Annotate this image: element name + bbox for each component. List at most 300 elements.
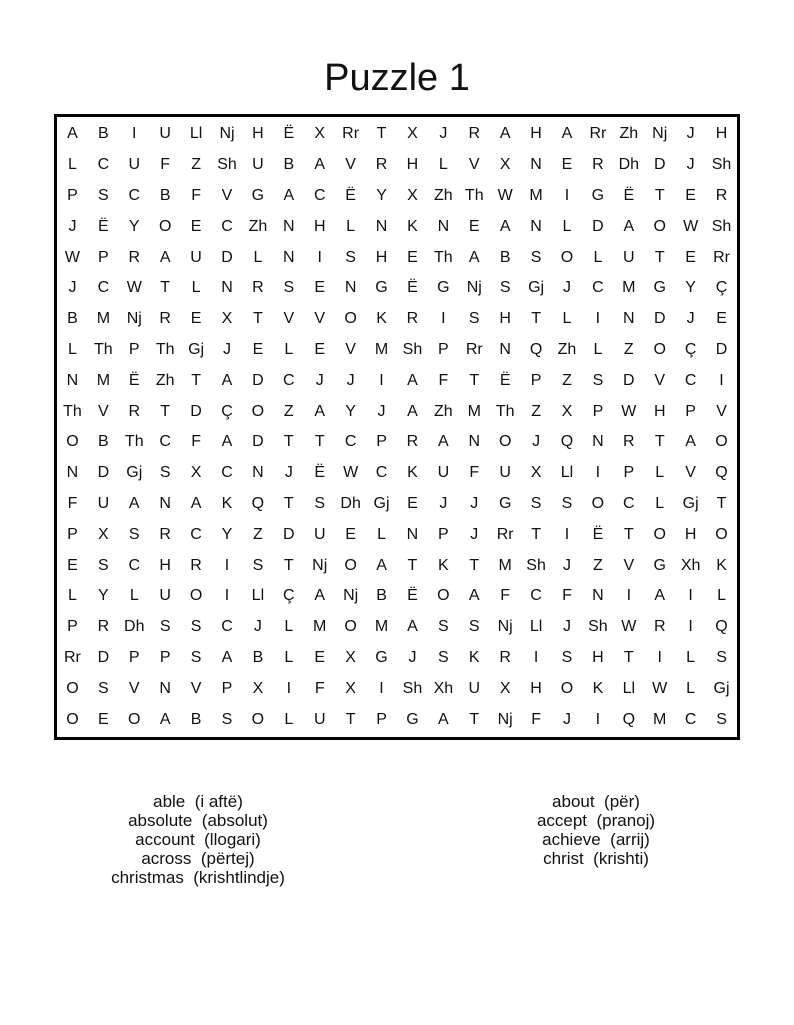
grid-cell: U [313, 525, 326, 543]
grid-cell: G [406, 710, 419, 728]
grid-cell: C [623, 494, 635, 512]
grid-cell: J [562, 618, 571, 636]
grid-cell: Th [464, 186, 484, 204]
grid-cell: Dh [340, 494, 361, 512]
grid-cell: L [377, 525, 386, 543]
grid-cell: U [190, 248, 202, 266]
grid-cell: N [375, 217, 388, 235]
grid-cell: Ë [499, 371, 511, 389]
grid-cell: W [621, 618, 637, 636]
grid-cell: Nj [497, 710, 513, 728]
grid-cell: L [438, 156, 448, 174]
grid-cell: M [467, 402, 481, 420]
grid-cell: T [160, 279, 171, 297]
grid-cell: I [132, 125, 137, 143]
grid-cell: T [623, 525, 634, 543]
grid-cell: X [407, 125, 418, 143]
grid-cell: X [561, 402, 573, 420]
grid-cell: S [468, 310, 480, 328]
grid-cell: A [159, 248, 171, 266]
grid-cell: H [159, 556, 171, 574]
grid-cell: S [190, 618, 202, 636]
grid-cell: L [717, 587, 726, 605]
grid-cell: E [314, 648, 326, 666]
grid-cell: R [159, 525, 171, 543]
grid-cell: E [685, 186, 696, 204]
grid-cell: G [591, 186, 605, 204]
grid-cell: G [375, 279, 388, 297]
grid-cell: E [685, 248, 696, 266]
grid-cell: R [97, 618, 110, 636]
grid-cell: C [128, 556, 141, 574]
grid-cell: S [252, 556, 264, 574]
grid-cell: N [437, 217, 450, 235]
grid-cell: T [654, 433, 665, 451]
grid-cell: T [716, 494, 727, 512]
grid-cell: L [68, 587, 77, 605]
grid-cell: A [407, 618, 418, 636]
grid-cell: K [438, 556, 449, 574]
grid-cell: Sh [588, 618, 608, 636]
grid-cell: T [654, 186, 665, 204]
grid-cell: O [251, 402, 265, 420]
grid-cell: T [531, 310, 541, 328]
grid-cell: X [190, 464, 202, 482]
grid-cell: Sh [526, 556, 546, 574]
grid-cell: G [251, 186, 265, 204]
grid-cell: L [68, 156, 77, 174]
grid-cell: J [532, 433, 541, 451]
grid-cell: Y [98, 587, 109, 605]
grid-cell: Ll [251, 587, 265, 605]
grid-cell: X [314, 125, 326, 143]
grid-cell: R [406, 433, 419, 451]
grid-cell: J [408, 648, 417, 666]
grid-cell: Nj [219, 125, 235, 143]
grid-cell: A [407, 371, 418, 389]
grid-cell: Ë [407, 587, 418, 605]
grid-cell: H [592, 648, 604, 666]
grid-cell: X [98, 525, 109, 543]
grid-cell: L [346, 217, 356, 235]
grid-cell: R [375, 156, 388, 174]
grid-cell: A [128, 494, 140, 512]
grid-cell: U [468, 679, 481, 697]
grid-cell: O [715, 525, 728, 543]
grid-cell: O [66, 710, 79, 728]
grid-cell: N [66, 464, 79, 482]
grid-cell: T [469, 556, 480, 574]
grid-cell: G [653, 279, 666, 297]
grid-cell: L [284, 618, 294, 636]
grid-cell: M [374, 618, 389, 636]
grid-cell: D [653, 310, 666, 328]
grid-cell: J [439, 494, 448, 512]
grid-cell: M [498, 556, 512, 574]
grid-cell: Zh [557, 340, 577, 358]
grid-cell: T [407, 556, 418, 574]
grid-cell: N [468, 433, 481, 451]
grid-cell: D [97, 464, 110, 482]
grid-cell: S [438, 648, 449, 666]
grid-cell: Ë [98, 217, 109, 235]
grid-cell: D [653, 156, 666, 174]
grid-cell: M [374, 340, 389, 358]
grid-cell: I [595, 310, 601, 328]
grid-cell: T [531, 525, 541, 543]
grid-cell: F [314, 679, 325, 697]
grid-cell: O [344, 310, 357, 328]
grid-cell: X [221, 310, 233, 328]
grid-cell: S [530, 494, 542, 512]
grid-cell: A [221, 371, 233, 389]
grid-cell: A [190, 494, 202, 512]
grid-cell: H [530, 679, 542, 697]
grid-cell: C [221, 464, 233, 482]
grid-cell: D [252, 433, 264, 451]
grid-cell: X [407, 186, 418, 204]
grid-cell: A [623, 217, 635, 235]
grid-cell: R [715, 186, 728, 204]
grid-cell: A [221, 433, 233, 451]
grid-cell: Ë [623, 186, 635, 204]
grid-cell: R [592, 156, 604, 174]
grid-cell: J [439, 125, 448, 143]
grid-cell: Ë [407, 279, 418, 297]
grid-cell: Zh [155, 371, 175, 389]
grid-cell: B [98, 125, 109, 143]
grid-cell: O [66, 679, 79, 697]
grid-cell: Ë [592, 525, 604, 543]
grid-cell: O [251, 710, 265, 728]
grid-cell: N [499, 340, 511, 358]
grid-cell: B [283, 156, 295, 174]
grid-cell: I [286, 679, 292, 697]
grid-cell: Zh [434, 402, 453, 420]
grid-cell: P [376, 433, 387, 451]
grid-cell: Z [531, 402, 541, 420]
grid-cell: Ë [345, 186, 356, 204]
grid-cell: M [96, 310, 111, 328]
grid-cell: E [407, 494, 418, 512]
grid-cell: Y [128, 217, 140, 235]
grid-cell: M [96, 371, 111, 389]
grid-cell: I [688, 587, 693, 605]
grid-cell: R [252, 279, 264, 297]
grid-cell: I [317, 248, 322, 266]
grid-cell: N [530, 156, 542, 174]
grid-cell: S [98, 679, 109, 697]
grid-cell: E [345, 525, 356, 543]
grid-cell: V [283, 310, 295, 328]
grid-cell: T [283, 494, 294, 512]
grid-cell: I [533, 648, 539, 666]
grid-cell: Th [124, 433, 144, 451]
word-list-right [446, 792, 746, 868]
grid-cell: D [283, 525, 295, 543]
grid-cell: I [441, 310, 446, 328]
grid-cell: H [406, 156, 419, 174]
grid-cell: C [221, 217, 233, 235]
grid-cell: A [499, 217, 511, 235]
grid-cell: O [591, 494, 605, 512]
grid-cell: T [345, 710, 356, 728]
grid-cell: N [592, 433, 604, 451]
grid-cell: S [98, 556, 109, 574]
grid-cell: P [67, 618, 78, 636]
grid-cell: C [128, 186, 141, 204]
grid-cell: E [190, 217, 202, 235]
grid-cell: Z [253, 525, 263, 543]
grid-cell: N [592, 587, 604, 605]
grid-cell: F [67, 494, 78, 512]
grid-cell: T [623, 648, 634, 666]
grid-cell: H [530, 125, 542, 143]
grid-cell: Nj [312, 556, 328, 574]
grid-cell: W [126, 279, 142, 297]
grid-cell: L [284, 340, 294, 358]
grid-cell: Ë [128, 371, 140, 389]
word-list-item: achieve (arrij) [542, 830, 650, 849]
grid-cell: R [190, 556, 202, 574]
grid-cell: S [561, 494, 573, 512]
grid-cell: W [343, 464, 359, 482]
grid-cell: S [190, 648, 202, 666]
grid-cell: S [530, 248, 542, 266]
grid-cell: S [159, 464, 171, 482]
grid-cell: M [622, 279, 636, 297]
grid-cell: N [66, 371, 79, 389]
grid-cell: S [499, 279, 511, 297]
grid-cell: J [222, 340, 231, 358]
grid-cell: N [159, 494, 171, 512]
grid-cell: Ë [283, 125, 295, 143]
grid-cell: S [592, 371, 604, 389]
grid-cell: I [719, 371, 724, 389]
grid-cell: X [499, 156, 511, 174]
grid-cell: Rr [465, 340, 483, 358]
grid-cell: G [375, 648, 388, 666]
grid-cell: M [529, 186, 543, 204]
grid-cell: D [97, 648, 110, 666]
grid-cell: M [313, 618, 327, 636]
grid-cell: V [314, 310, 326, 328]
grid-cell: D [623, 371, 635, 389]
grid-cell: Rr [713, 248, 730, 266]
grid-cell: Y [376, 186, 387, 204]
grid-cell: N [252, 464, 264, 482]
grid-cell: A [438, 710, 449, 728]
grid-cell: J [562, 710, 571, 728]
grid-cell: I [564, 525, 570, 543]
grid-cell: Nj [466, 279, 482, 297]
grid-cell: S [98, 186, 109, 204]
grid-cell: Nj [343, 587, 359, 605]
grid-cell: I [657, 648, 662, 666]
grid-cell: T [253, 310, 263, 328]
grid-cell: X [252, 679, 264, 697]
grid-cell: Ll [189, 125, 203, 143]
grid-cell: N [283, 217, 295, 235]
grid-cell: S [438, 618, 449, 636]
grid-cell: A [654, 587, 666, 605]
word-list-left [48, 792, 348, 887]
grid-cell: R [499, 648, 511, 666]
grid-cell: V [345, 340, 356, 358]
grid-cell: X [530, 464, 542, 482]
grid-cell: A [221, 648, 233, 666]
grid-cell: E [252, 340, 264, 358]
grid-cell: O [189, 587, 203, 605]
grid-cell: E [561, 156, 573, 174]
grid-cell: J [562, 279, 571, 297]
grid-cell: C [97, 279, 110, 297]
grid-cell: V [221, 186, 233, 204]
grid-cell: O [560, 679, 574, 697]
grid-cell: N [221, 279, 233, 297]
grid-cell: D [190, 402, 202, 420]
grid-cell: O [66, 433, 79, 451]
grid-cell: L [284, 710, 294, 728]
grid-cell: L [191, 279, 201, 297]
grid-cell: J [346, 371, 355, 389]
grid-cell: H [684, 525, 697, 543]
grid-cell: L [686, 648, 696, 666]
grid-cell: Nj [497, 618, 513, 636]
grid-cell: K [407, 464, 418, 482]
grid-cell: S [128, 525, 140, 543]
grid-cell: A [376, 556, 387, 574]
grid-cell: E [314, 340, 326, 358]
grid-cell: L [253, 248, 263, 266]
grid-cell: M [653, 710, 667, 728]
grid-cell: I [379, 371, 384, 389]
grid-cell: O [344, 618, 357, 636]
grid-cell: L [593, 340, 603, 358]
grid-cell: Gj [373, 494, 390, 512]
grid-cell: U [97, 494, 110, 512]
grid-cell: I [564, 186, 570, 204]
word-list-item: christmas (krishtlindje) [111, 868, 285, 887]
grid-cell: F [469, 464, 480, 482]
grid-cell: L [562, 310, 572, 328]
grid-cell: L [655, 494, 665, 512]
grid-cell: A [314, 156, 326, 174]
grid-cell: J [253, 618, 262, 636]
grid-cell: L [593, 248, 603, 266]
grid-cell: A [67, 125, 78, 143]
grid-cell: O [715, 433, 728, 451]
grid-cell: H [653, 402, 666, 420]
grid-cell: U [159, 587, 171, 605]
grid-cell: J [562, 556, 571, 574]
grid-cell: S [283, 279, 295, 297]
grid-cell: P [159, 648, 171, 666]
grid-cell: P [67, 186, 78, 204]
grid-cell: F [438, 371, 449, 389]
grid-cell: R [159, 310, 171, 328]
grid-cell: O [158, 217, 172, 235]
grid-cell: U [313, 710, 326, 728]
grid-cell: Sh [217, 156, 237, 174]
word-list-item: across (përtej) [141, 849, 255, 868]
grid-cell: V [98, 402, 109, 420]
grid-cell: O [344, 556, 357, 574]
grid-cell: V [623, 556, 635, 574]
grid-cell: J [686, 156, 695, 174]
grid-cell: I [688, 618, 693, 636]
grid-cell: Ë [314, 464, 326, 482]
grid-cell: W [621, 402, 637, 420]
grid-cell: U [499, 464, 511, 482]
grid-cell: B [190, 710, 202, 728]
grid-cell: Th [155, 340, 175, 358]
grid-cell: J [686, 310, 695, 328]
grid-cell: C [283, 371, 295, 389]
grid-cell: E [314, 279, 326, 297]
grid-cell: C [221, 618, 233, 636]
grid-cell: J [686, 125, 695, 143]
grid-cell: S [716, 710, 727, 728]
grid-cell: V [128, 679, 140, 697]
grid-cell: R [128, 248, 141, 266]
grid-cell: Ç [684, 340, 697, 358]
grid-cell: P [438, 340, 449, 358]
grid-cell: P [128, 648, 140, 666]
grid-cell: Z [623, 340, 634, 358]
grid-cell: H [313, 217, 326, 235]
grid-cell: T [160, 402, 171, 420]
grid-cell: P [438, 525, 449, 543]
grid-cell: Gj [528, 279, 545, 297]
grid-cell: A [438, 433, 449, 451]
grid-cell: F [160, 156, 171, 174]
grid-cell: B [376, 587, 387, 605]
grid-cell: E [407, 248, 418, 266]
grid-cell: N [530, 217, 542, 235]
grid-cell: K [716, 556, 727, 574]
grid-cell: D [221, 248, 233, 266]
grid-cell: T [469, 710, 480, 728]
grid-cell: U [159, 125, 171, 143]
grid-cell: C [313, 186, 326, 204]
grid-cell: L [686, 679, 696, 697]
grid-cell: N [283, 248, 295, 266]
grid-cell: S [468, 618, 480, 636]
grid-cell: B [159, 186, 171, 204]
grid-cell: V [685, 464, 696, 482]
grid-cell: J [377, 402, 386, 420]
grid-cell: H [375, 248, 388, 266]
grid-cell: R [406, 310, 419, 328]
grid-cell: Dh [124, 618, 145, 636]
grid-cell: F [500, 587, 511, 605]
grid-cell: R [653, 618, 666, 636]
grid-cell: Q [251, 494, 265, 512]
grid-cell: J [470, 494, 479, 512]
grid-cell: Nj [652, 125, 668, 143]
grid-cell: V [190, 679, 202, 697]
grid-cell: P [623, 464, 635, 482]
grid-cell: Gj [713, 679, 730, 697]
grid-cell: C [375, 464, 388, 482]
grid-cell: Rr [589, 125, 607, 143]
grid-cell: A [499, 125, 511, 143]
grid-cell: Zh [619, 125, 639, 143]
grid-cell: E [190, 310, 202, 328]
grid-cell: C [344, 433, 357, 451]
grid-cell: P [67, 525, 78, 543]
